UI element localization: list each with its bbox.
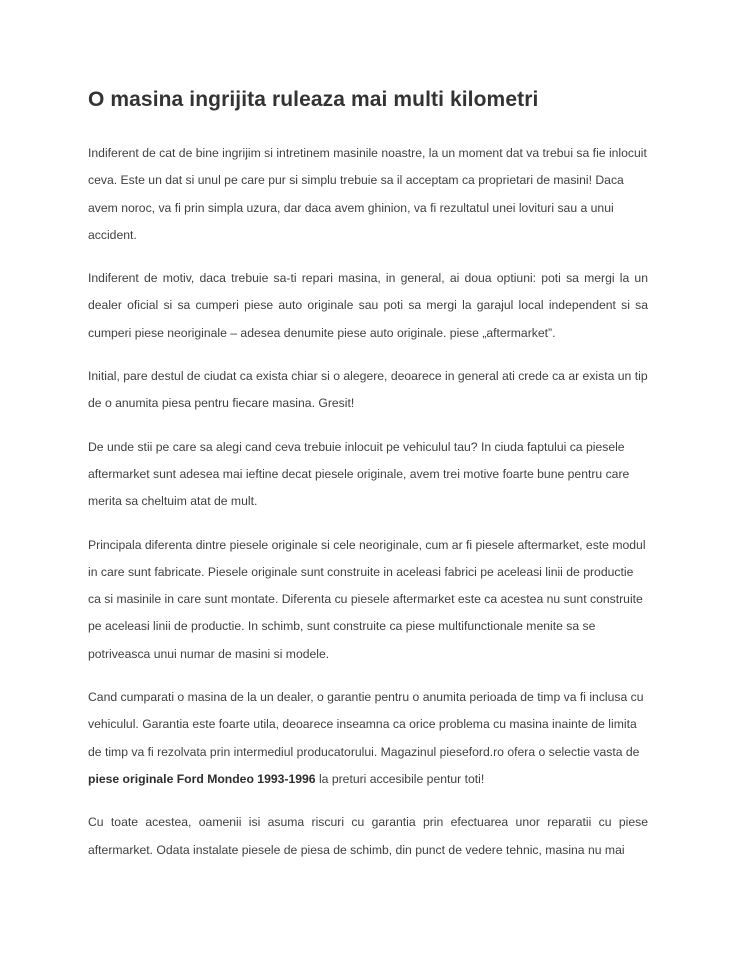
paragraph-6 xyxy=(88,684,648,793)
paragraph-3: Initial, pare destul de ciudat ca exista chiar si o alegere, deoarece in general ati crede ca ar exista un tip de o anumita piesa pentru fiecare masina. Gresit! xyxy=(88,369,648,411)
page-title: O masina ingrijita ruleaza mai multi kilometri xyxy=(88,88,539,111)
paragraph-7: Cu toate acestea, oamenii isi asuma riscuri cu garantia prin efectuarea unor reparatii cu piese aftermarket. Odata instalate piesele de piesa de schimb, din punct de vedere tehnic, masina nu mai xyxy=(88,815,648,857)
paragraph-2: Indiferent de motiv, daca trebuie sa-ti repari masina, in general, ai doua optiuni: poti sa mergi la un dealer oficial si sa cumperi piese auto originale sau poti sa mergi la garajul local independent si sa cumperi piese neoriginale – adesea denumite piese auto originale. piese „aftermarket”. xyxy=(88,271,648,340)
paragraph-6-text-end: la preturi accesibile pentur toti! xyxy=(315,771,485,786)
paragraph-4: De unde stii pe care sa alegi cand ceva trebuie inlocuit pe vehiculul tau? In ciuda faptului ca piesele aftermarket sunt adesea mai ieftine decat piesele originale, avem trei motive foarte bune pentru care merita sa cheltuim atat de mult. xyxy=(88,439,630,509)
paragraph-5: Principala diferenta dintre piesele originale si cele neoriginale, cum ar fi piesele aftermarket, este modul in care sunt fabricate. Piesele originale sunt construite in aceleasi fabrici pe aceleasi linii de productie ca si masinile in care sunt montate. Diferenta cu piesele aftermarket este ca acestea nu sunt construite pe aceleasi linii de productie. In schimb, sunt construite ca piese multifunctionale menite sa se potriveasca unui numar de masini si modele. xyxy=(88,537,646,661)
paragraph-6-text-start: Cand cumparati o masina de la un dealer, o garantie pentru o anumita perioada de timp va fi inclusa cu vehiculul. Garantia este foarte utila, deoarece inseamna ca orice problema cu masina inainte de limita de timp va fi rezolvata prin intermediul producatorului. Magazinul pieseford.ro ofera o selectie vasta de xyxy=(88,690,644,759)
ford-mondeo-parts-link[interactable]: piese originale Ford Mondeo 1993-1996 xyxy=(88,771,316,786)
paragraph-1: Indiferent de cat de bine ingrijim si intretinem masinile noastre, la un moment dat va trebui sa fie inlocuit ceva. Este un dat si unul pe care pur si simplu trebuie sa il acceptam ca proprietari de masini! Daca avem noroc, va fi prin simpla uzura, dar daca avem ghinion, va fi rezultatul unei lovituri sau a unui accident. xyxy=(88,146,647,242)
document-page xyxy=(88,86,648,880)
